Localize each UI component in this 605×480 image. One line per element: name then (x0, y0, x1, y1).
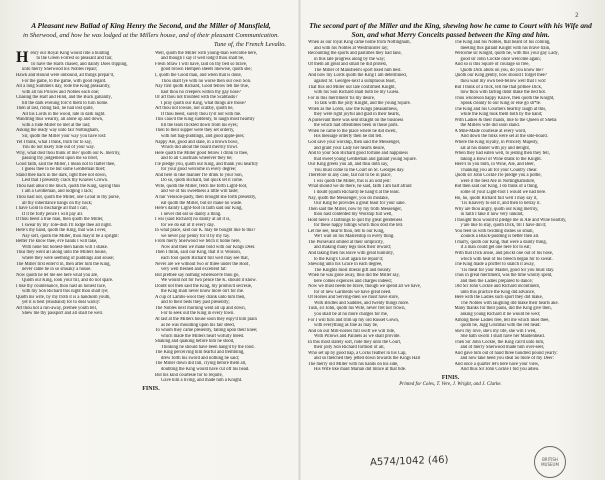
verse-line: She hath sworn I shall have her Maidenhead. (460, 334, 545, 340)
verse-line: that sweet young Gentleman and gallant young Squire. (314, 156, 417, 162)
verse-line: hast thou no creepers within thy gay hose? (161, 89, 241, 95)
verse-line: And here in like manner I'le drink to your Son, (155, 172, 243, 178)
verse-line: against St. Georges-next a sumptuous feast, (314, 79, 396, 85)
verse-line: I, quoth the Good man, and when that is done, (155, 72, 242, 78)
verse-line: if a man could get one here for to eat; (460, 245, 531, 251)
verse-line: The merry old Miller with his hands on his side, (308, 361, 399, 367)
verse-line: till the dark evening forc'd them to turn home. (22, 100, 109, 106)
verse-line: When they had eaten well, to jesting then they fell, (454, 151, 550, 157)
verse-line: Do so, quoth Richard, but quick let it come. (161, 178, 244, 184)
verse-line: The Nobles with laughing did make their hearts ake. (460, 300, 559, 306)
verse-line: good brown Hempen sheets likewise, quoth she; (161, 67, 252, 73)
verse-line: Chasing the Hart and Hind, and the Buck gallantly, (16, 95, 112, 101)
verse-line: When as our royal King came home from Nottingham, (308, 40, 411, 46)
verse-line: To have the Harts chased, and dainty Does tripping, (30, 61, 128, 67)
verse-line: You feed us with twidling dishes so small, (454, 228, 534, 234)
right-column-a (308, 40, 447, 373)
verse-line: Nappy Ale, good and stale, in a brown bowl, (155, 139, 239, 145)
verse-line: I like thy countenance, thou hast an honest face, (16, 283, 107, 289)
right-column-b (455, 40, 594, 373)
verse-line: Many thanks for their pains, did the King give then, (454, 306, 552, 312)
verse-line: with his Son Richard shall both be my Guess. (314, 90, 400, 96)
verse-line: I never did eat so dainty a thing. (161, 211, 222, 217)
verse-line: Old Sir John Cockle and Richard incontinent, (454, 284, 541, 290)
verse-line: I thought thou would'st pledge me in Ale and Wine heartily, (454, 217, 567, 223)
verse-line: good sir John Cockle once welcome again; (460, 56, 541, 62)
verse-line: while the King took them both by the hand; (460, 112, 543, 118)
verse-line: You do not likely ride out of your way. (22, 145, 95, 151)
verse-line: Thinking he should have been hang'd by the rood. (161, 344, 255, 350)
verse-line: Quoth our King, look your fill, and do not spare. (22, 278, 114, 284)
verse-line: Thou shalt lye with no worse then our own Son. (161, 78, 252, 84)
verse-line: quoth he, Jugg Grumbal with the red head: (460, 323, 541, 329)
verse-line: how thou with farting didst make the bed hot. (460, 90, 547, 96)
verse-line: And once a quarter let's here have your view, (454, 361, 539, 367)
verse-line: sat at his dinner with joy and delight, (460, 145, 531, 151)
verse-line: Quoth our King gently, how should I forget thee? (454, 73, 547, 79)
verse-line: Ho, ho, quoth Richard full well I may say it, (454, 195, 538, 201)
verse-line: At last at the Millers house soon they espy'd him plain (155, 317, 257, 323)
verse-line: Then Sir John Cockle, the King call'd unto him, (454, 339, 545, 345)
left-column-a (16, 48, 147, 384)
verse-line: The King and his Nobles, that heard of his coming, (454, 40, 551, 46)
verse-line: His Wife like maid Marian did mince at that tide. (314, 367, 407, 373)
verse-line: to the King's Court again he repair'd; (314, 256, 384, 262)
verse-line: Welcome sir Knight, quoth he, with this your gay Lady, (454, 51, 559, 57)
verse-line: Thus they went all along unto the Millers house, (16, 250, 107, 256)
shelfmark-annotation: A574/1042 (46) (369, 454, 449, 469)
right-finis: FINIS. (441, 375, 460, 381)
verse-line: Lest that I presently crack thy Knaves Crown. (22, 178, 109, 184)
verse-line: Hawk and Hound were unbound, all things prepar'd, (16, 72, 115, 78)
verse-line: and then the Ladies prepared to dance; (460, 278, 533, 284)
page-number: 2 (575, 12, 579, 19)
verse-line: the Millers wife did soon stand. (460, 123, 520, 129)
verse-line: they were right joyful and glad in their hearts, (314, 112, 401, 118)
verse-line: doubting the King would have cut off his head. (161, 366, 250, 372)
verse-line: The Nobles next morning went all up and down, (155, 305, 246, 311)
verse-line: When he came to the place where he did dwell, (308, 128, 397, 134)
verse-line: Quoth Dick abots on you, do you know me? (460, 67, 544, 73)
verse-line: Sir, quoth the Miller your way you have lost: (22, 133, 107, 139)
verse-line: and now take heed you steal no more of my Deer: (460, 356, 554, 362)
verse-line: The Miller of Mansfield's sport liked him best. (314, 67, 402, 73)
verse-line: And thus Sir John Cockle I bid you adieu. (460, 367, 540, 373)
verse-line: and we of his sweetness a little will taste; (161, 189, 239, 195)
verse-line: Now and then we make bold with our Kings Deer. (161, 244, 256, 250)
verse-line: What should we do there, he said, faith I am half afraid (308, 184, 412, 190)
verse-line: each fool quoth Richard full well may see that, (161, 256, 249, 262)
verse-line: which with heat of his breech began for to sweat. (460, 256, 553, 262)
verse-line: Thou hast not, quoth the Miller, one Groat in thy purse, (16, 195, 120, 200)
verse-line: Well, quoth the Miller with young-man welcome here, (155, 50, 258, 56)
verse-line: Quoth his wife, by my troth it is a handsom youth, (16, 294, 111, 300)
verse-line: Here's my hand, quoth the King, that was I ever, (16, 228, 107, 234)
verse-line: Never are we without two or three under the Roof, (155, 261, 250, 267)
verse-line: We'l wait on his Mastership in every thing. (314, 234, 395, 240)
verse-line: Art thou not lowsie, nor scabby, quoth he, (155, 106, 234, 112)
verse-line: Shewing unto his Grace in each degree, (308, 262, 383, 268)
verse-line: Yet I think, what I think, truth for to say, (16, 139, 92, 145)
verse-line: A fair Venison-pasty, then brought she forth presently, (155, 195, 257, 200)
verse-line: But then said our King, I do think of a thing, (454, 184, 539, 190)
verse-line: 'Tis meat for your Master, good Sir you must stay. (460, 267, 555, 273)
verse-line: till the tears trickled down from his eyes; (161, 122, 238, 128)
verse-line: The Miller first enter'd in, then after him the King, (16, 261, 111, 267)
verse-line: To talk with the jolly Knight, and the young Squire. (314, 101, 411, 107)
library-stamp: BRITISH MUSEUM (534, 446, 566, 478)
verse-line: When he was gone away, thus did the Miller say, (308, 273, 400, 279)
verse-line: A pursevant there was sent straight on the business (308, 117, 404, 123)
verse-line: And gave him out of hand three hundred pound yearly: (454, 350, 558, 356)
verse-line: Doubt not then said the King, my promis'd secresie, (155, 283, 253, 289)
verse-line: Speak cleanly to our King or else go sh*te. (460, 101, 542, 107)
verse-line: which made the Millers heart wofully bleed. (161, 333, 245, 339)
verse-line: Now quoth he let me see here what you are, (16, 272, 99, 278)
verse-line: for of new Garments we have great need. (314, 289, 392, 295)
verse-line: Nay first quoth Richard, Good fellow tell me true, (155, 84, 249, 90)
verse-line: With none but honest-men hands will I shake. (22, 244, 108, 250)
verse-line: All his Lords in the wood, late in dark night. (22, 111, 106, 117)
verse-line: unto merry Sherwood his Nobles repair; (22, 67, 98, 73)
verse-line: His message orderly then he did tell. (314, 134, 383, 140)
verse-line: That this old Miller our late confirmed Knight, (308, 84, 396, 90)
verse-line: The King made a proffer to snatch it away, (454, 262, 535, 268)
verse-line: Why are thou angry, quoth our King merrily, (454, 206, 539, 212)
left-ballad (16, 22, 286, 462)
verse-line: Recounting the sports and pastimes they had tane, (308, 51, 402, 57)
verse-line: Thus in great merriment, was the time wholly spent, (454, 273, 553, 279)
verse-line: very well fleshed and excellent fat: (161, 267, 227, 273)
verse-line: and to their beds they past presently; (161, 300, 230, 306)
verse-line: unto this practice the King did advance, (460, 289, 536, 295)
left-column-b (155, 51, 286, 384)
verse-line: drew forth his sword and nothing he said; (161, 355, 239, 361)
verse-line: Thou whoreson happy Knave, then quoth the Knight, (454, 95, 555, 101)
verse-line: But prethee say nothing wheresoe're thou go, (155, 272, 240, 278)
verse-line: I swear by my Tole-dish I'll lodge thee all night. (22, 222, 112, 228)
verse-line: But his kind courtesie for to requite, (155, 372, 223, 378)
verse-line: The Knights most liberal gift and bounty. (314, 267, 392, 273)
verse-line: All a long Summers day, rode the King pleasantly, (16, 84, 111, 90)
verse-line: and though I say it well lodg'd thou shalt be, (161, 56, 245, 62)
verse-line: I marry, quoth our King, that were a dainty thing, (454, 239, 547, 245)
verse-line: And to your Son Richard good fortune and happiness (308, 151, 408, 157)
verse-line: I pray quoth our King, what things are those? (161, 100, 247, 106)
verse-line: Or art thou not troubled with the Scabbado? (155, 95, 238, 101)
verse-line: This caus'd the King suddenly, to laugh most heartily (155, 117, 255, 123)
verse-line: The Pursevant smiled at their simplicity, (308, 239, 384, 245)
verse-line: and of merry Sherwood made him over-seer, (460, 345, 545, 351)
verse-line: Here's dainty Light-foot in faith said our King, (155, 206, 243, 212)
verse-line: And now my Lords quoth the King I am determined, (308, 73, 407, 79)
verse-line: Quoth sir John Cockle I'le pledge you a pottle, (454, 173, 542, 179)
drop-cap: H (16, 48, 29, 66)
verse-line: Stand thee back in the dark, light thee not down, (16, 172, 107, 178)
verse-line: Art thou not a run-away, prethee youth tell, (16, 305, 98, 311)
verse-line: y'are like to stay, quoth Dick, till I have din'd; (460, 223, 547, 229)
verse-line: yet it is best (Husband) for to deal warily: (22, 300, 101, 306)
verse-line: all thy inheritance hangs on thy back; (22, 200, 93, 206)
verse-line: as he was mounting upon his fair steed, (161, 322, 235, 328)
center-fold (298, 0, 301, 480)
verse-line: Zounds a Black-pudding is better then all. (460, 234, 540, 240)
verse-line: With Pillows and Pannels as we shall provide. (314, 334, 401, 340)
verse-line: Among these Ladies free, tell me which likes thee, (454, 317, 550, 323)
verse-line: For to seek out the King in every town. (161, 311, 235, 317)
verse-line: passing thy judgement upon me so brief, (22, 156, 99, 162)
verse-line: with a rude Miller he met at the last; (22, 122, 91, 128)
left-title-sub: in Sherwood, and how he was lodged at the Millers house, and of their pleasant Communication. (22, 31, 280, 39)
right-ballad (308, 22, 593, 462)
verse-line: Our King he provides a great feast for your sake. (314, 201, 406, 207)
verse-line: eat quoth the Miller, but sir make no waste. (161, 200, 243, 206)
verse-line: enry our Royal King would ride a hunting (30, 50, 110, 56)
verse-line: For in this merriment 'tis my desire, (308, 95, 376, 101)
verse-line: thou wast my own bed-fellow well that I wot: (460, 79, 547, 85)
verse-line: Shaking and quaking before him he stood, (155, 339, 235, 345)
verse-line: you shall be at no more charges for me, (314, 311, 388, 317)
verse-line: She's my love, she's my life, she will I wed, (454, 328, 537, 334)
verse-line: I have Gold to discharge all that I call, (16, 206, 88, 212)
verse-line: some of your Light-foot I would we had here. (460, 189, 547, 195)
verse-line: Here quoth the Miller good fellow I drink to thee, (155, 150, 249, 156)
verse-line: thou hast contented my Worship full well, (314, 212, 393, 218)
verse-line: Therefore in any case, fail not to be in place, (308, 173, 392, 179)
verse-line: to the Green Forrest so pleasant and fair, (36, 56, 113, 62)
verse-line: Of them all great and small he did protest, (308, 62, 388, 68)
verse-line: A cup of Lambs-wool they drank unto him then, (155, 294, 246, 300)
verse-line: In what place, said our K. may be bought like to this? (155, 228, 256, 234)
verse-line: For the game, to the game, with good regard. (22, 78, 107, 84)
verse-line: And taking then his leave with great humility, (308, 250, 394, 256)
verse-line: Shew me thy passport and all shall be well. (22, 311, 104, 317)
verse-line: here comes expences and charges indeed; (314, 278, 392, 284)
verse-line: taking a Bowl of Wine drank to the Knight. (460, 156, 542, 162)
verse-line: With Ladies & their maids, like to the Queen of Sheba (454, 117, 557, 123)
verse-line: Of Horses and Serving-men we must have store, (308, 295, 399, 301)
verse-line: Hold here's 3 farthings to quit thy great gentleness (308, 217, 403, 223)
verse-line: in this late progress along by the way; (314, 56, 386, 62)
verse-line: I wis (said Richard) no dainty at all it is, (155, 217, 231, 223)
verse-line: the King shall never know more on't for me. (161, 289, 244, 295)
verse-line: Which did about the board merrily trowl. (161, 145, 239, 151)
verse-line: and to all Courtnals wherever they be; (161, 156, 233, 162)
verse-line: I'le pledge you, quoth our King, and thank you heartily (155, 161, 259, 167)
verse-line: With that Dick arose, and pluckt one out of his hose, (454, 250, 553, 256)
verse-line: were it the best Ale in Nottinghamshire, (460, 178, 536, 184)
verse-line: Good faith, said the Miller, I mean not to flatter thee, (16, 161, 116, 167)
verse-line: In this most stately sort, rode they unto the Court, (308, 339, 402, 345)
verse-line: Then said the Miller, now by my troth Messenger, (308, 206, 402, 212)
verse-line: Now we must needs be brave, though we spend all we have, (308, 284, 421, 290)
verse-line: We would not for two pence the K. should it know. (161, 278, 257, 284)
verse-line: I wis quoth the Miller, this is an odd jest: (314, 178, 391, 184)
verse-line: If it be forty pence I will pay all. (22, 211, 84, 217)
left-finis: FINIS. (142, 385, 160, 392)
verse-line: for we do eat of it every day. (161, 222, 215, 228)
verse-line: You must come to the Court on St. Georges day. (314, 167, 405, 173)
verse-line: If thou beest a true man, then quoth the Miller, (16, 217, 104, 223)
verse-line: God save your worship, then said the Messenger, (308, 140, 401, 146)
verse-line: The King and his Courtiers heartily laugh at this, (454, 106, 547, 112)
verse-line: in faith I take it now very unkind, (460, 212, 524, 218)
verse-line: and grant your Lady her hearts desire, (314, 145, 386, 151)
verse-line: with my Son Richard this night thou shalt lye; (22, 289, 109, 295)
verse-line: Thanking you all for your Country chear. (460, 167, 538, 173)
verse-line: I doubt (quoth Richard) be hang'd at the least. (314, 189, 400, 195)
verse-line: their jolly Son Richard formost of all, (314, 345, 385, 351)
verse-line: Wandring thus wearily, all alone up and down, (16, 117, 104, 123)
verse-line: Asking the ready way unto fair Nottingham, (16, 128, 99, 134)
verse-line: The Miller down did fall, crying before them all, (155, 361, 247, 367)
verse-line: I am a Gentleman, and lodging I lack; (22, 189, 94, 195)
verse-line: I guess thee to be but some Gentleman thief; (22, 167, 106, 173)
verse-line: meeting this gallant Knight with his brave train, (460, 45, 551, 51)
verse-line: and so thetched they jetted down towards the Kings Hall (314, 356, 421, 362)
verse-line: And on our Mill-horses full swift we will ride, (308, 328, 396, 334)
verse-line: But I think of a trick, tell me that prithee Dick, (454, 84, 542, 90)
verse-line: Then I think, said our King, that it is Venison, (155, 250, 241, 256)
verse-line: Fresh Straw I will have, laid on thy bed so brave, (155, 61, 248, 67)
verse-line: we never pay penny for it by my fay. (161, 233, 231, 239)
verse-line: the which had oftentimes been in those parts. (314, 123, 399, 129)
verse-line: Who set up by good hap, a Cocks feather in his Cap, (308, 350, 407, 356)
verse-line: asking young Richard if he would be wed; (460, 311, 541, 317)
printer-imprint: Printed for Coles, T. Vere, J. Wright, and J. Clarke. (399, 382, 502, 387)
verse-line: for your good welcome in every degree; (161, 167, 237, 173)
verse-line: A Mile-Made courtesie at every word, (454, 128, 527, 134)
verse-line: And down the folks were set at the side-board. (460, 134, 548, 140)
verse-line: Our King greets you all, and thus doth say, (308, 162, 389, 168)
verse-line: with all his Princes and Nobles each one; (22, 89, 100, 95)
verse-line: with hot bag-puddings, and good apple-pies; (161, 133, 245, 139)
verse-line: With Bridles and Saddles, and twenty things more. (314, 300, 410, 306)
verse-line: Tush, sir John, quoth his Wife, never fret nor frown, (308, 306, 406, 312)
verse-line: For I will turn and trim up my old Russet Gown, (308, 317, 400, 323)
verse-line: Then at last, riding fast, he had lost quite, (16, 106, 94, 112)
verse-line: and making many legs took their reward; (314, 245, 392, 251)
verse-line: for these happy tidings which thou dost me tell. (314, 223, 404, 229)
verse-line: where they were seething of puddings and souse; (22, 256, 115, 262)
verse-line: Thou hast abus'd me much, quoth the King, saying thus (16, 183, 121, 189)
verse-line: 'Tis Knavery to eat it, and then to betray it. (460, 201, 541, 207)
verse-line: and with his Nobles at Westminster lay; (314, 45, 389, 51)
verse-line: And so is this Squire of courage so free, (454, 62, 530, 68)
verse-line: From merry Sherwood we fetch it home here, (155, 239, 241, 245)
right-title: The second part of the Miller and the King, shewing how he came to Court with his Wife and Son, and what Merry Conceits passed between the King and him. (309, 22, 592, 39)
verse-line: Here's to you both, in Wine, Ale, and Beer, (454, 162, 535, 168)
verse-line: Where the King royally, in Princely Majesty, (454, 140, 539, 146)
verse-line: If thou beest, surely thou ly'st not with me. (161, 111, 242, 117)
left-verses (16, 48, 286, 384)
verse-line: Gave him a living, and made him a Knight. (161, 378, 243, 384)
verse-line: Better I'le know thee, e're hands I will take, (16, 239, 98, 245)
verse-line: Why, what dost thou think of me? quoth our K. merrily, (16, 150, 121, 156)
verse-line: Nay, quoth the Messenger, you do mistake, (308, 195, 389, 201)
verse-line: To whom they came presently, falling upon their knee; (155, 328, 258, 334)
left-title: A Pleasant new Ballad of King Henry the Second, and the Miller of Mansfield, (31, 22, 271, 30)
left-tune: Tune of, the French Levalto. (213, 41, 286, 49)
verse-line: When as the Lords, saw the Kings pleasantness, (308, 106, 398, 112)
verse-line: Here with the Ladies such sport they did make, (454, 295, 543, 301)
verse-line: Let me see, hear'st thou, tell to our King, (308, 228, 385, 234)
verse-line: Then to their supper were they set orderly, (155, 128, 235, 134)
verse-line: Wife, quoth the Miller, fetch me forth Light-foot, (155, 183, 248, 189)
verse-line: with everything as fine as may be, (314, 323, 379, 329)
verse-line: Nay soft, quoth the Miller, thou may'st be a spright: (22, 233, 119, 239)
verse-line: The King perceiving him fearful and trembling, (155, 350, 245, 356)
verse-line: never came he in so smoaky a house. (22, 267, 92, 273)
right-verses (308, 40, 593, 373)
